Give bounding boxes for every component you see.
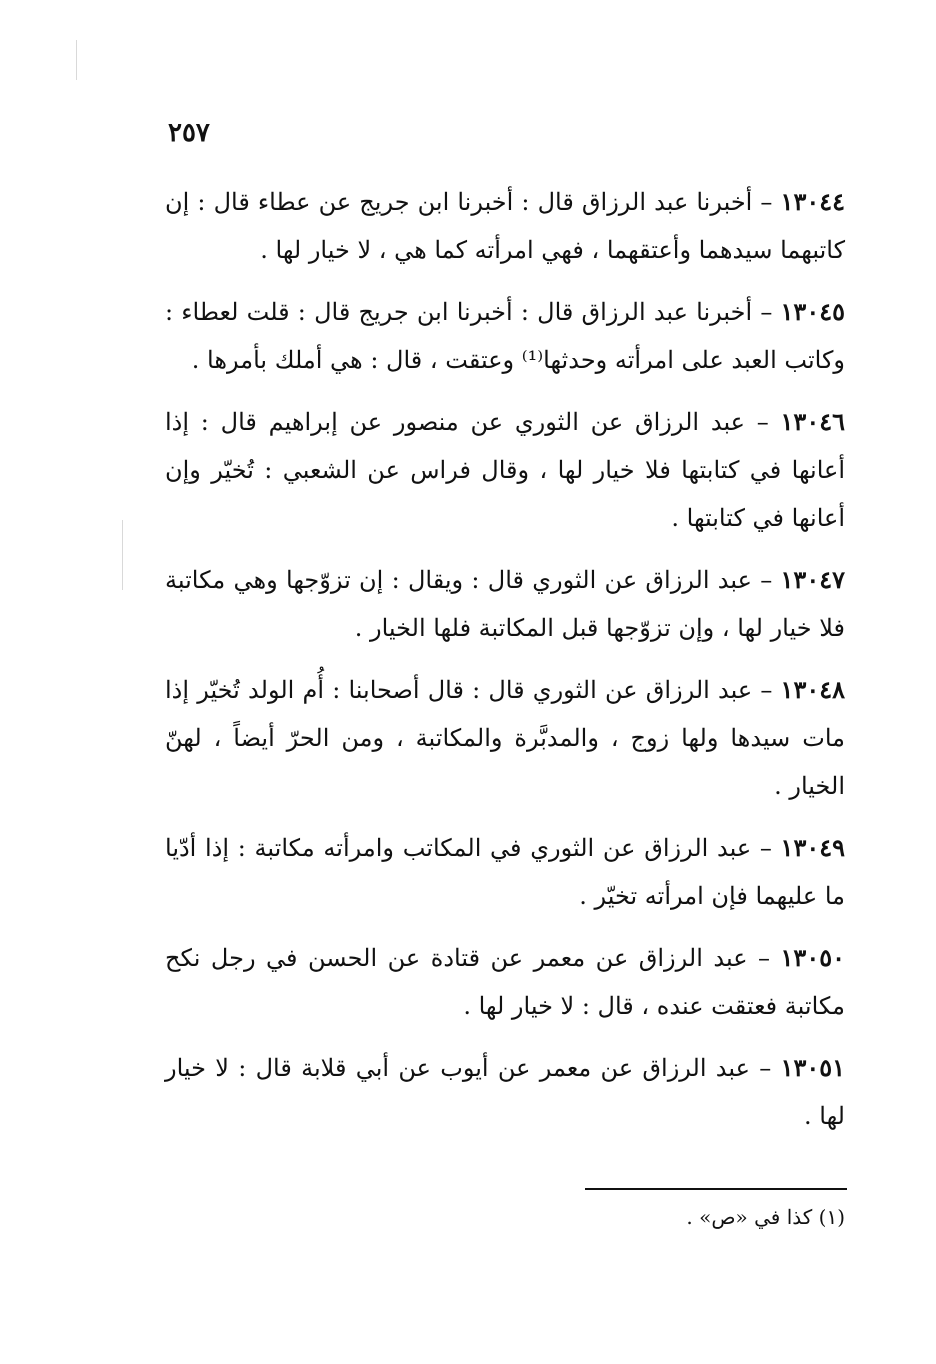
hadith-number: ١٣٠٤٨ xyxy=(780,675,845,704)
hadith-entry xyxy=(165,1044,845,1140)
hadith-entry xyxy=(165,824,845,920)
hadith-text: – أخبرنا عبد الرزاق قال : أخبرنا ابن جريج قال : قلت لعطاء : وكاتب العبد على امرأته وحدثها⁽¹⁾ وعتقت ، قال : هي أملك بأمرها . xyxy=(165,298,845,374)
hadith-entry xyxy=(165,398,845,542)
hadith-entry xyxy=(165,666,845,810)
hadith-text: – عبد الرزاق عن الثوري عن منصور عن إبراهيم قال : إذا أعانها في كتابتها فلا خيار لها ، وقال فراس عن الشعبي : تُخيّر وإن أعانها في كتابتها . xyxy=(165,408,845,532)
hadith-entry xyxy=(165,288,845,384)
hadith-text: – عبد الرزاق عن معمر عن قتادة عن الحسن في رجل نكح مكاتبة فعتقت عنده ، قال : لا خيار لها . xyxy=(165,944,845,1020)
scan-edge-mark xyxy=(122,520,123,590)
footnote: (١) كذا في «ص» . xyxy=(686,1205,845,1229)
hadith-text: – عبد الرزاق عن الثوري في المكاتب وامرأته مكاتبة : إذا أدّيا ما عليهما فإن امرأته تخيّر . xyxy=(165,834,845,910)
hadith-number: ١٣٠٤٩ xyxy=(780,833,845,862)
hadith-entry xyxy=(165,178,845,274)
page-number: ٢٥٧ xyxy=(168,118,210,148)
hadith-number: ١٣٠٤٤ xyxy=(780,187,845,216)
hadith-entry xyxy=(165,934,845,1030)
hadith-entry xyxy=(165,556,845,652)
hadith-text: – عبد الرزاق عن الثوري قال : ويقال : إن تزوّجها وهي مكاتبة فلا خيار لها ، وإن تزوّجها قبل المكاتبة فلها الخيار . xyxy=(165,566,845,642)
hadith-text: – عبد الرزاق عن الثوري قال : قال أصحابنا : أُم الولد تُخيّر إذا مات سيدها ولها زوج ، والمدبَّرة والمكاتبة ، ومن الحرّ أيضاً ، لهنّ الخيار . xyxy=(165,676,845,800)
hadith-number: ١٣٠٤٧ xyxy=(780,565,845,594)
scan-edge-mark xyxy=(76,40,77,80)
footnote-divider xyxy=(585,1188,847,1190)
hadith-text: – عبد الرزاق عن معمر عن أيوب عن أبي قلابة قال : لا خيار لها . xyxy=(165,1054,845,1130)
hadith-number: ١٣٠٥٠ xyxy=(780,943,845,972)
hadith-number: ١٣٠٤٦ xyxy=(780,407,845,436)
hadith-text: – أخبرنا عبد الرزاق قال : أخبرنا ابن جريج عن عطاء قال : إن كاتبهما سيدهما وأعتقهما ، فهي امرأته كما هي ، لا خيار لها . xyxy=(165,188,845,264)
hadith-number: ١٣٠٤٥ xyxy=(780,297,845,326)
hadith-number: ١٣٠٥١ xyxy=(780,1053,846,1082)
hadith-list xyxy=(165,178,845,1154)
